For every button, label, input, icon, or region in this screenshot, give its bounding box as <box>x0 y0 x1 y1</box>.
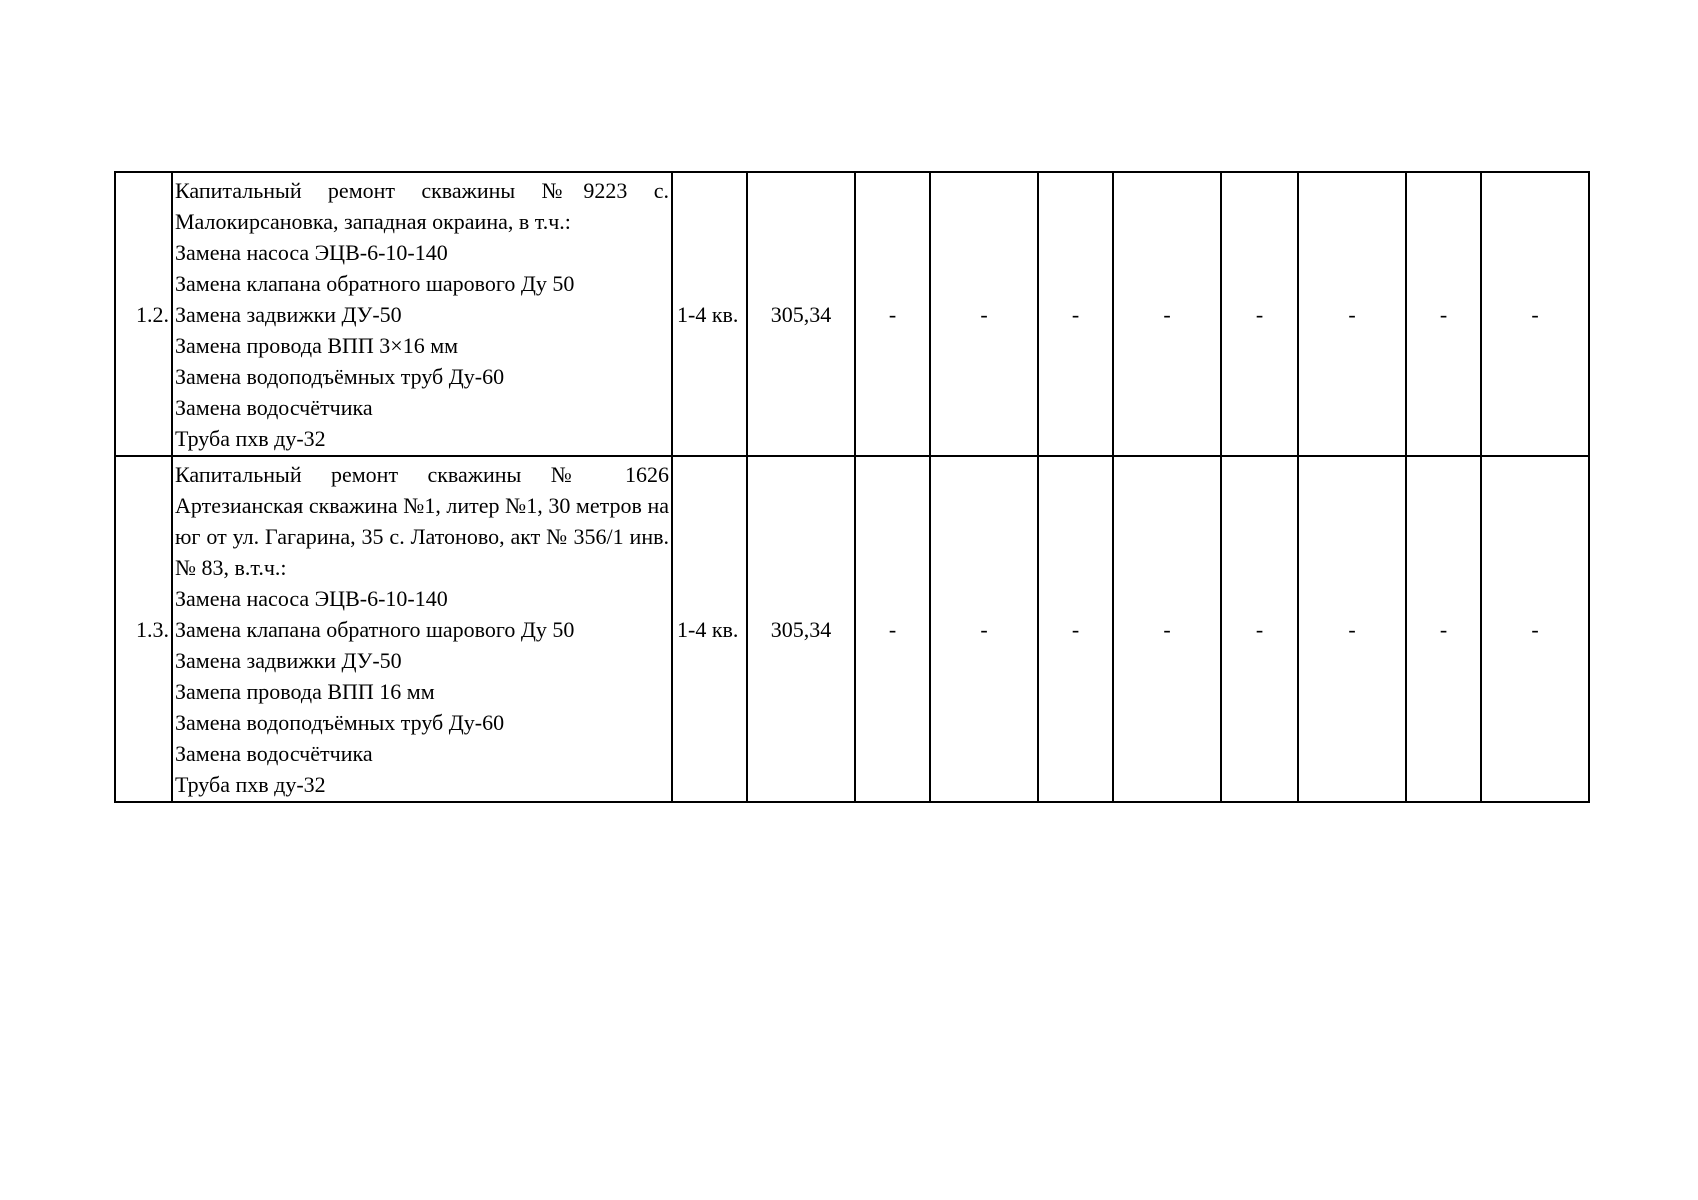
value-cell: - <box>930 172 1038 456</box>
work-item: Замена задвижки ДУ-50 <box>175 302 402 327</box>
value-cell: - <box>855 456 930 802</box>
value-cell: - <box>855 172 930 456</box>
period-cell: 1-4 кв. <box>672 456 747 802</box>
work-item: Замена провода ВПП 3×16 мм <box>175 333 459 358</box>
work-item: Замена клапана обратного шарового Ду 50 <box>175 271 575 296</box>
work-item: Труба пхв ду-32 <box>175 772 326 797</box>
work-item: Замепа провода ВПП 16 мм <box>175 679 435 704</box>
value-cell: - <box>1038 456 1113 802</box>
value-cell: - <box>1298 172 1406 456</box>
value-cell: - <box>1221 456 1298 802</box>
table-row <box>115 456 1589 802</box>
work-item: Замена водосчётчика <box>175 741 373 766</box>
row-number: 1.2. <box>115 172 172 456</box>
row-number: 1.3. <box>115 456 172 802</box>
value-cell: - <box>1481 456 1589 802</box>
period-cell: 1-4 кв. <box>672 172 747 456</box>
works-table <box>114 171 1590 803</box>
work-description <box>172 456 672 802</box>
work-item: Замена водоподъёмных труб Ду-60 <box>175 364 505 389</box>
work-item: Замена водосчётчика <box>175 395 373 420</box>
work-item: Труба пхв ду-32 <box>175 426 326 451</box>
work-heading: Капитальный ремонт скважины №9223 с. Малокирсановка, западная окраина, в т.ч.: <box>175 178 669 234</box>
work-heading: Капитальный ремонт скважины № 1626 Артезианская скважина №1, литер №1, 30 метров на юг от ул. Гагарина, 35 с. Латоново, акт № 356/1 инв. № 83, в.т.ч.: <box>175 462 669 580</box>
table-row <box>115 172 1589 456</box>
work-item: Замена клапана обратного шарового Ду 50 <box>175 617 575 642</box>
work-description <box>172 172 672 456</box>
value-cell: - <box>1406 456 1481 802</box>
value-cell: - <box>930 456 1038 802</box>
work-item: Замена водоподъёмных труб Ду-60 <box>175 710 505 735</box>
amount-cell: 305,34 <box>747 456 855 802</box>
value-cell: - <box>1038 172 1113 456</box>
value-cell: - <box>1113 172 1221 456</box>
value-cell: - <box>1481 172 1589 456</box>
value-cell: - <box>1298 456 1406 802</box>
value-cell: - <box>1406 172 1481 456</box>
value-cell: - <box>1221 172 1298 456</box>
work-item: Замена насоса ЭЦВ-6-10-140 <box>175 240 448 265</box>
value-cell: - <box>1113 456 1221 802</box>
work-item: Замена задвижки ДУ-50 <box>175 648 402 673</box>
amount-cell: 305,34 <box>747 172 855 456</box>
work-item: Замена насоса ЭЦВ-6-10-140 <box>175 586 448 611</box>
